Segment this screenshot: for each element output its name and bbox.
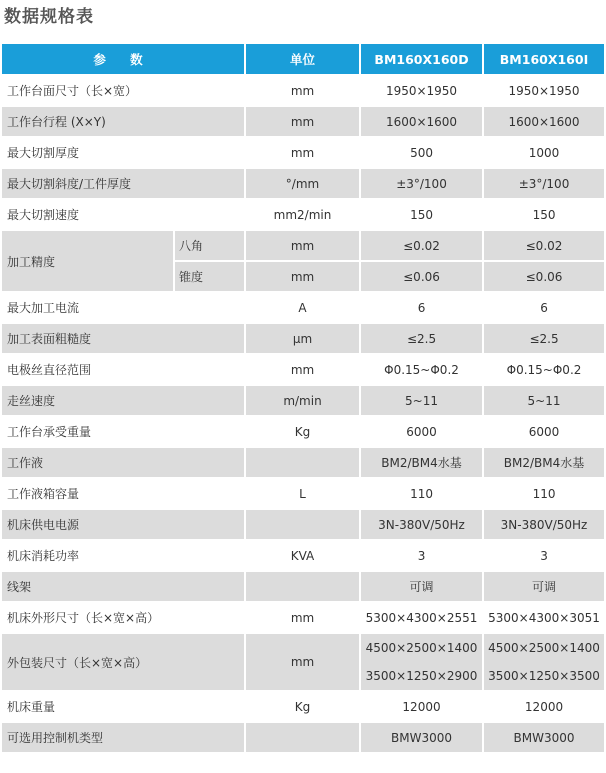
row-unit: [246, 723, 359, 752]
header-param: 参 数: [2, 44, 244, 74]
table-row: [2, 723, 604, 752]
packing-value-a-1: 4500×2500×1400: [365, 641, 478, 655]
row-value-b: BMW3000: [484, 723, 604, 752]
row-name: 线架: [2, 572, 244, 601]
table-row: [2, 355, 604, 384]
row-value-b: 3: [484, 541, 604, 570]
row-value-a: 3N-380V/50Hz: [361, 510, 482, 539]
table-row: [2, 324, 604, 353]
table-row: [2, 169, 604, 198]
row-value-b: 12000: [484, 692, 604, 721]
row-name: 机床供电电源: [2, 510, 244, 539]
table-row: [2, 293, 604, 322]
row-value-b: 5300×4300×3051: [484, 603, 604, 632]
row-value-a: 1950×1950: [361, 76, 482, 105]
row-name: 最大切割速度: [2, 200, 244, 229]
row-value-a: ≤0.02: [361, 231, 482, 260]
packing-value-b-1: 4500×2500×1400: [488, 641, 600, 655]
row-value-a: 1600×1600: [361, 107, 482, 136]
row-name: 工作液箱容量: [2, 479, 244, 508]
row-value-b: 5~11: [484, 386, 604, 415]
row-unit: KVA: [246, 541, 359, 570]
row-value-b: 150: [484, 200, 604, 229]
row-value-a: 12000: [361, 692, 482, 721]
precision-sub-name: 锥度: [175, 262, 244, 291]
precision-sub-name: 八角: [175, 231, 244, 260]
row-value-b: ≤0.02: [484, 231, 604, 260]
row-unit: mm: [246, 107, 359, 136]
row-name: 机床外形尺寸（长×宽×高）: [2, 603, 244, 632]
table-row: [2, 386, 604, 415]
row-value-b: 可调: [484, 572, 604, 601]
row-value-a: 6000: [361, 417, 482, 446]
row-unit: mm: [246, 603, 359, 632]
row-value-a: BMW3000: [361, 723, 482, 752]
row-value-a: Φ0.15~Φ0.2: [361, 355, 482, 384]
row-value-a: 5300×4300×2551: [361, 603, 482, 632]
row-value-a: 6: [361, 293, 482, 322]
row-unit: mm: [246, 262, 359, 291]
row-unit: mm: [246, 138, 359, 167]
row-name: 工作台承受重量: [2, 417, 244, 446]
row-unit: mm: [246, 76, 359, 105]
row-unit: [246, 510, 359, 539]
row-name: 最大切割斜度/工件厚度: [2, 169, 244, 198]
row-unit: mm: [246, 634, 359, 690]
table-row: [2, 138, 604, 167]
row-value-a: ≤0.06: [361, 262, 482, 291]
table-row: [2, 448, 604, 477]
row-unit: L: [246, 479, 359, 508]
row-value-b: Φ0.15~Φ0.2: [484, 355, 604, 384]
table-header-row: [2, 44, 604, 74]
row-unit: Kg: [246, 417, 359, 446]
row-name: 走丝速度: [2, 386, 244, 415]
row-value-b: ±3°/100: [484, 169, 604, 198]
row-name: 最大切割厚度: [2, 138, 244, 167]
row-value-b: [484, 634, 604, 690]
packing-value-a-2: 3500×1250×2900: [365, 669, 478, 683]
row-value-a: 500: [361, 138, 482, 167]
row-value-a: [361, 634, 482, 690]
header-model-b: BM160X160I: [484, 44, 604, 74]
table-row: [2, 417, 604, 446]
row-value-a: 5~11: [361, 386, 482, 415]
row-value-a: BM2/BM4水基: [361, 448, 482, 477]
row-value-b: 6000: [484, 417, 604, 446]
row-unit: μm: [246, 324, 359, 353]
table-row: [2, 541, 604, 570]
row-value-a: 可调: [361, 572, 482, 601]
row-value-b: 110: [484, 479, 604, 508]
row-name: 外包装尺寸（长×宽×高）: [2, 634, 244, 690]
row-value-b: 6: [484, 293, 604, 322]
row-name: 加工表面粗糙度: [2, 324, 244, 353]
row-unit: mm: [246, 231, 359, 260]
header-model-a: BM160X160D: [361, 44, 482, 74]
precision-name: 加工精度: [2, 231, 173, 291]
row-unit: mm2/min: [246, 200, 359, 229]
row-unit: mm: [246, 355, 359, 384]
row-unit: Kg: [246, 692, 359, 721]
row-value-a: 3: [361, 541, 482, 570]
row-unit: m/min: [246, 386, 359, 415]
table-row: [2, 510, 604, 539]
row-unit: A: [246, 293, 359, 322]
row-value-a: ≤2.5: [361, 324, 482, 353]
row-value-a: 150: [361, 200, 482, 229]
row-unit: [246, 572, 359, 601]
row-value-b: 3N-380V/50Hz: [484, 510, 604, 539]
row-value-a: 110: [361, 479, 482, 508]
page-title: 数据规格表: [4, 7, 94, 27]
row-value-a: ±3°/100: [361, 169, 482, 198]
row-name: 可选用控制机类型: [2, 723, 244, 752]
spec-table: [0, 42, 606, 754]
row-value-b: 1000: [484, 138, 604, 167]
table-row: [2, 634, 604, 690]
table-row: [2, 692, 604, 721]
table-row: [2, 107, 604, 136]
table-row: [2, 603, 604, 632]
row-name: 电极丝直径范围: [2, 355, 244, 384]
row-unit: [246, 448, 359, 477]
row-name: 机床重量: [2, 692, 244, 721]
table-row: [2, 479, 604, 508]
row-value-b: 1950×1950: [484, 76, 604, 105]
row-name: 最大加工电流: [2, 293, 244, 322]
row-value-b: ≤2.5: [484, 324, 604, 353]
row-name: 工作液: [2, 448, 244, 477]
row-name: 机床消耗功率: [2, 541, 244, 570]
table-row: [2, 231, 604, 260]
row-name: 工作台面尺寸（长×宽）: [2, 76, 244, 105]
header-unit: 单位: [246, 44, 359, 74]
row-value-b: BM2/BM4水基: [484, 448, 604, 477]
row-value-b: ≤0.06: [484, 262, 604, 291]
table-row: [2, 200, 604, 229]
row-name: 工作台行程 (X×Y): [2, 107, 244, 136]
table-row: [2, 76, 604, 105]
table-row: [2, 572, 604, 601]
row-unit: °/mm: [246, 169, 359, 198]
row-value-b: 1600×1600: [484, 107, 604, 136]
packing-value-b-2: 3500×1250×3500: [488, 669, 600, 683]
